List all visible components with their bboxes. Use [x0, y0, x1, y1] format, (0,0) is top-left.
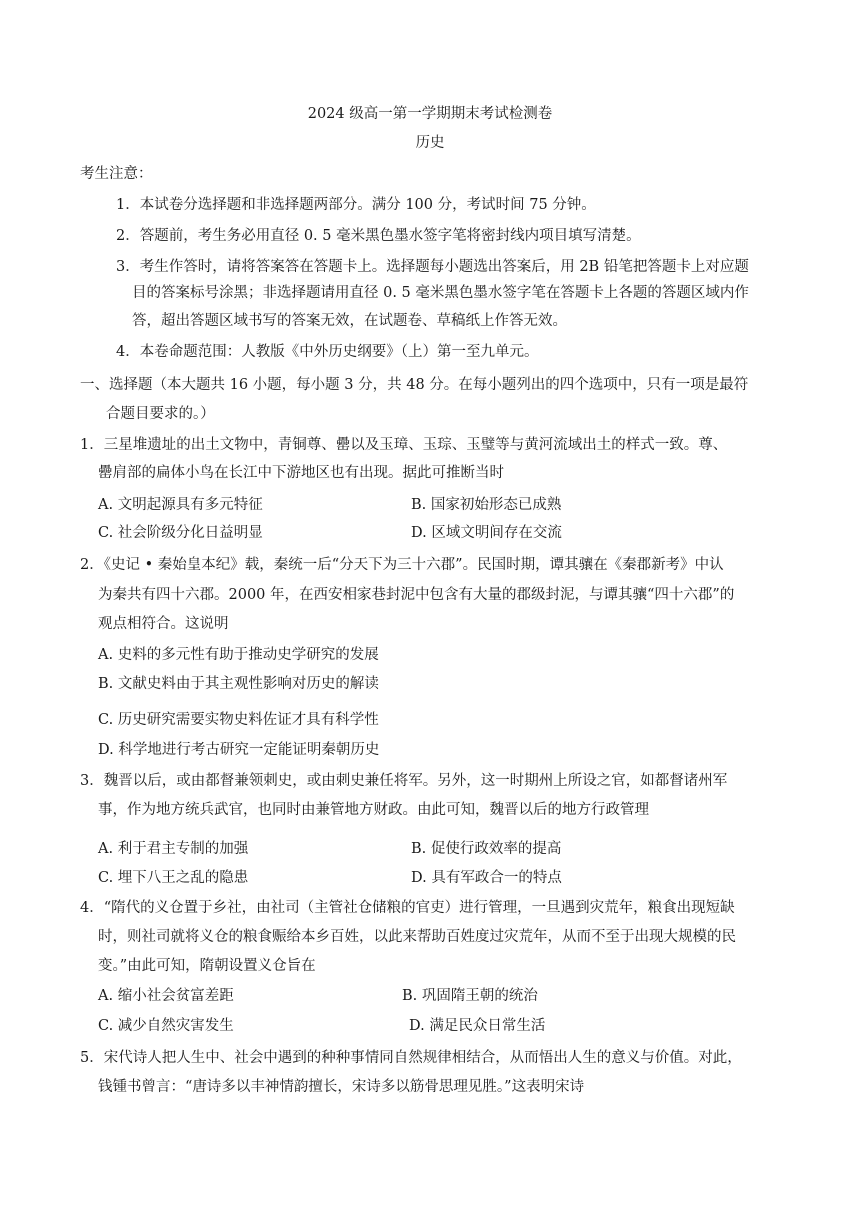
question-2-option-c: C. 历史研究需要实物史料佐证才具有科学性	[98, 712, 379, 728]
question-3-option-b: B. 促使行政效率的提高	[411, 841, 562, 857]
question-5-stem-cont: 钱锺书曾言：“唐诗多以丰神情韵擅长，宋诗多以筋骨思理见胜。”这表明宋诗	[98, 1079, 585, 1095]
exam-title: 2024 级高一第一学期期末考试检测卷	[307, 106, 553, 122]
question-4-option-a: A. 缩小社会贫富差距	[98, 988, 234, 1004]
question-2-option-d: D. 科学地进行考古研究一定能证明秦朝历史	[98, 742, 380, 758]
notice-item-1: 1．本试卷分选择题和非选择题两部分。满分 100 分，考试时间 75 分钟。	[116, 197, 596, 213]
question-2-stem-cont-1: 为秦共有四十六郡。2000 年，在西安相家巷封泥中包含有大量的郡级封泥，与谭其骧“四十六郡”的	[98, 587, 735, 603]
question-3-stem: 3．魏晋以后，或由都督兼领刺史，或由刺史兼任将军。另外，这一时期州上所设之官，如都督诸州军	[80, 773, 728, 789]
notice-item-3: 3．考生作答时，请将答案答在答题卡上。选择题每小题选出答案后，用 2B 铅笔把答题卡上对应题	[116, 259, 749, 275]
question-1-option-d: D. 区域文明间存在交流	[411, 525, 562, 541]
notice-item-3-cont-2: 答，超出答题区域书写的答案无效，在试题卷、草稿纸上作答无效。	[132, 313, 567, 329]
question-3-stem-cont: 事，作为地方统兵武官，也同时由兼管地方财政。由此可知，魏晋以后的地方行政管理	[98, 802, 649, 818]
question-1-option-a: A. 文明起源具有多元特征	[98, 497, 263, 513]
question-4-stem: 4．“隋代的义仓置于乡社，由社司（主管社仓储粮的官吏）进行管理，一旦遇到灾荒年，粮食出现短缺	[80, 900, 735, 916]
notice-heading: 考生注意：	[80, 166, 153, 182]
section-heading-cont: 合题目要求的。）	[106, 406, 215, 422]
question-4-option-b: B. 巩固隋王朝的统治	[402, 988, 538, 1004]
question-3-option-d: D. 具有军政合一的特点	[411, 870, 562, 886]
notice-item-2: 2．答题前，考生务必用直径 0. 5 毫米黑色墨水签字笔将密封线内项目填写清楚。	[116, 228, 641, 244]
question-1-stem: 1．三星堆遗址的出土文物中，青铜尊、罍以及玉璋、玉琮、玉璧等与黄河流域出土的样式一致。尊、	[80, 437, 728, 453]
question-4-stem-cont-1: 时，则社司就将义仓的粮食赈给本乡百姓，以此来帮助百姓度过灾荒年，从而不至于出现大规模的民	[98, 929, 736, 945]
section-heading: 一、选择题（本大题共 16 小题，每小题 3 分，共 48 分。在每小题列出的四个选项中，只有一项是最符	[80, 377, 749, 393]
question-2-option-b: B. 文献史料由于其主观性影响对历史的解读	[98, 676, 379, 692]
question-4-option-d: D. 满足民众日常生活	[409, 1018, 546, 1034]
notice-item-3-cont-1: 目的答案标号涂黑；非选择题请用直径 0. 5 毫米黑色墨水签字笔在答题卡上各题的答题区域内作	[132, 285, 749, 301]
question-2-option-a: A. 史料的多元性有助于推动史学研究的发展	[98, 647, 379, 663]
question-1-stem-cont: 罍肩部的扁体小鸟在长江中下游地区也有出现。据此可推断当时	[98, 465, 504, 481]
question-3-option-c: C. 埋下八王之乱的隐患	[98, 870, 249, 886]
notice-item-4: 4．本卷命题范围：人教版《中外历史纲要》（上）第一至九单元。	[116, 344, 539, 360]
question-3-option-a: A. 利于君主专制的加强	[98, 841, 249, 857]
subject-title: 历史	[415, 135, 445, 151]
question-1-option-c: C. 社会阶级分化日益明显	[98, 525, 263, 541]
question-5-stem: 5．宋代诗人把人生中、社会中遇到的种种事情同自然规律相结合，从而悟出人生的意义与价值。对此，	[80, 1050, 742, 1066]
question-2-stem: 2．《史记 • 秦始皇本纪》载，秦统一后“分天下为三十六郡”。民国时期，谭其骧在《秦郡新考》中认	[80, 557, 724, 573]
question-4-stem-cont-2: 变。”由此可知，隋朝设置义仓旨在	[98, 958, 316, 974]
question-2-stem-cont-2: 观点相符合。这说明	[98, 616, 229, 632]
question-1-option-b: B. 国家初始形态已成熟	[411, 497, 562, 513]
question-4-option-c: C. 减少自然灾害发生	[98, 1018, 234, 1034]
